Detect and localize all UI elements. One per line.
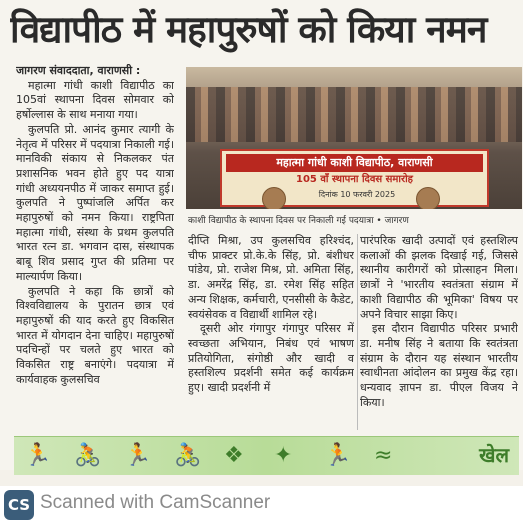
banner-title: महात्मा गांधी काशी विद्यापीठ, वाराणसी bbox=[226, 154, 483, 172]
sports-label: खेल bbox=[479, 443, 509, 467]
runner-icon: 🏃 bbox=[24, 443, 52, 468]
camscanner-logo-icon: CS bbox=[4, 490, 34, 520]
cyclist-icon: 🚴 bbox=[74, 443, 102, 468]
sports-strip bbox=[14, 436, 519, 475]
scanner-watermark: Scanned with CamScanner bbox=[40, 492, 271, 513]
article-paragraph: पारंपरिक खादी उत्पादों एवं हस्तशिल्प कलाओं की झलक दिखाई गई, जिससे स्थानीय कारीगरों को प्रोत्साहन मिला। छात्रों ने 'भारतीय स्वतंत्रता संग्राम में काशी विद्यापीठ की भूमिका' विषय पर अपने विचार साझा किए। bbox=[360, 234, 518, 321]
article-paragraph: महात्मा गांधी काशी विद्यापीठ का 105वां स्थापना दिवस सोमवार को हर्षोल्लास के साथ मनाया गया। bbox=[16, 78, 174, 122]
photo-banner bbox=[220, 149, 489, 207]
athlete-icon: 🏃 bbox=[324, 443, 352, 468]
cyclist-icon: 🚴 bbox=[174, 443, 202, 468]
athlete-icon: 🏃 bbox=[124, 443, 152, 468]
gymnast-icon: ✦ bbox=[274, 443, 293, 468]
photo-caption: काशी विद्यापीठ के स्थापना दिवस पर निकाली गई पदयात्रा • जागरण bbox=[188, 216, 409, 226]
article-paragraph: कुलपति प्रो. आनंद कुमार त्यागी के नेतृत्व में परिसर में पदयात्रा निकाली गई। मानविकी संकाय से निकलकर पंत प्रशासनिक भवन होते हुए पद यात्रा गांधी अध्ययनपीठ में जाकर समाप्त हुई। कुलपति ने पुष्पांजलि अर्पित कर महापुरुषों को नमन किया। राष्ट्रपिता महात्मा गांधी, संस्था के प्रथम कुलपति भारत रत्न डा. भगवान दास, संस्थापक बाबू शिव प्रसाद गुप्त की प्रतिमा पर माल्यार्पण किया। bbox=[16, 122, 174, 283]
article-paragraph: कुलपति ने कहा कि छात्रों को विश्वविद्यालय के पुरातन छात्र एवं महापुरुषों की याद करते हुए विकसित भारत में योगदान देना चाहिए। महापुरुषों पदचिन्हों पर चलते हुए भारत को विकसित राष्ट्र बनाएंगे। पदयात्रा में कार्यवाहक कुलसचिव bbox=[16, 284, 174, 386]
article-column-2 bbox=[188, 234, 354, 430]
headline: विद्यापीठ में महापुरुषों को किया नमन bbox=[10, 8, 487, 51]
swimmer-icon: ≈ bbox=[374, 443, 393, 468]
article-column-3 bbox=[360, 234, 518, 430]
portrait-icon bbox=[262, 187, 286, 209]
byline: जागरण संवाददाता, वाराणसी : bbox=[16, 64, 141, 77]
athlete-icon: ❖ bbox=[224, 443, 244, 468]
article-paragraph: दूसरी ओर गंगापुर गंगापुर परिसर में स्वच्छता अभियान, निबंध एवं भाषण प्रतियोगिता, संगोष्ठी और खादी व हस्तशिल्प प्रदर्शनी समेत कई कार्यक्रम हुए। खादी प्रदर्शनी में bbox=[188, 322, 354, 395]
news-photo bbox=[186, 67, 522, 209]
column-divider bbox=[357, 234, 358, 430]
scanner-footer bbox=[0, 486, 523, 524]
article-paragraph: इस दौरान विद्यापीठ परिसर प्रभारी डा. मनीष सिंह ने बताया कि स्वतंत्रता संग्राम के दौरान यह संस्थान भारतीय स्वाधीनता आंदोलन का प्रमुख केंद्र रहा। धन्यवाद ज्ञापन डा. पीएल विजय ने किया। bbox=[360, 322, 518, 409]
crowd-figures bbox=[186, 87, 522, 142]
banner-date: दिनांक 10 फरवरी 2025 bbox=[318, 190, 396, 199]
banner-subtitle: 105 वाँ स्थापना दिवस समारोह bbox=[296, 174, 413, 185]
article-column-1 bbox=[16, 64, 174, 432]
portrait-icon bbox=[416, 187, 440, 209]
article-paragraph: दीप्ति मिश्रा, उप कुलसचिव हरिश्चंद, चीफ प्राक्टर प्रो.के.के सिंह, प्रो. बंशीधर पांडेय, प्रो. राजेश मिश्र, प्रो. अमिता सिंह, डा. अमरेंद्र सिंह, डा. रमेश सिंह सहित अन्य शिक्षक, कर्मचारी, एनसीसी के कैडेट, स्वयंसेवक व विद्यार्थी शामिल रहे। bbox=[188, 234, 354, 321]
